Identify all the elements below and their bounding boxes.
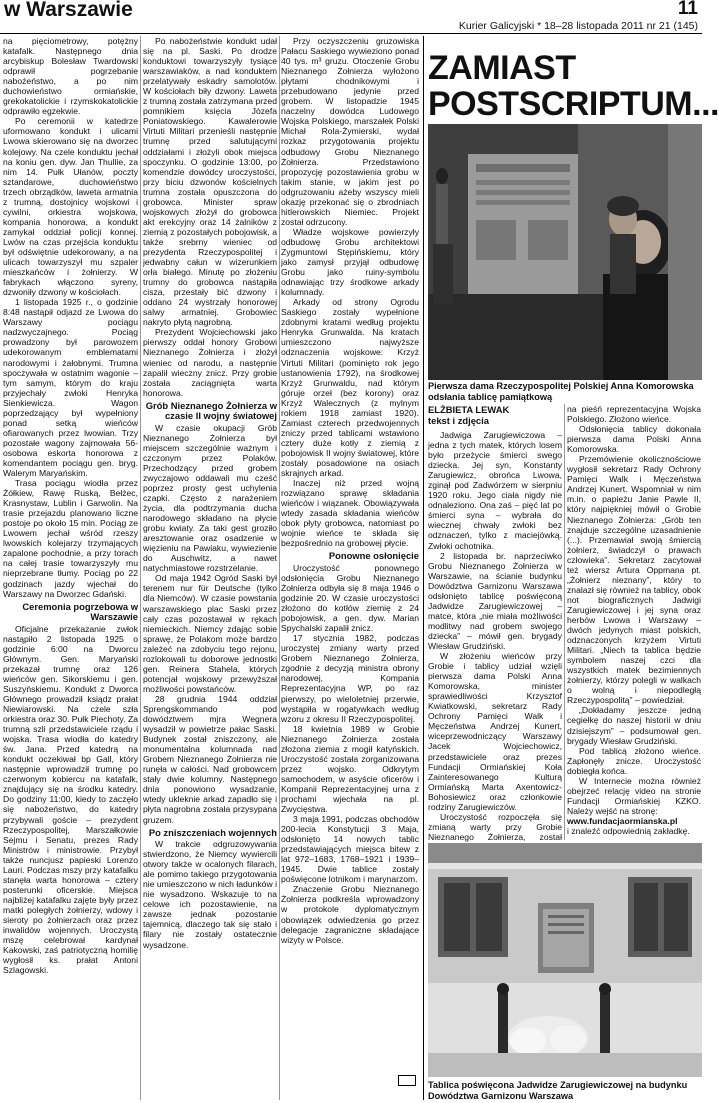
subheading: Ponowne osłonięcie (328, 550, 419, 562)
paragraph: Znaczenie Grobu Nieznanego Żołnierza podkreśla wprowadzony w protokole dyplomatycznym obowiązek odwiedzenia go przez delegacje zagraniczne składające wizyty w Polsce. (281, 884, 419, 945)
paragraph: Trasa pociągu wiodła przez Żółkiew, Rawę Ruską, Bełżec, Krasnystaw, Lublin i Garwolin. Na trasie przejazdu planowano liczne postoje po około 15 min. Pociąg ze Lwowem jechał wśród rzeszy lwowskich kolejarzy trzymających zapalone pochodnie, a przy torach na całej trasie towarzyszyły mu nieprzebrane tłumy. Pociąg po 22 godzinach jazdy wjechał do Warszawy na Dworzec Gdański. (3, 478, 138, 599)
paragraph: W złożeniu wieńców przy Grobie i tablicy udział wzięli pierwsza dama Polski Anna Komorowska, minister sprawiedliwości Krzysztof Kwiatkowski, sekretarz Rady Ochrony Pamięci Walk i Męczeństwa Andrzej Kunert, wiceprzewodniczący Warszawy Jacek Wojciechowicz, przedstawiciele oraz prezes Fundacji Ormiańskiej Koła Zainteresowanego Kulturą Ormiańską Marta Axentowicz-Bohosiewicz oraz członkowie rodziny Zarugiewiczów. (428, 651, 562, 812)
paragraph: W Internecie można również obejrzeć relację video na stronie Fundacji Ormiańskiej KZKO. Należy wejść na stronę: (567, 775, 701, 816)
paragraph: Odsłonięcia tablicy dokonała pierwsza dama Polski Anna Komorowska. (567, 424, 701, 455)
paragraph: Od maja 1942 Ogród Saski był terenem nur für Deutsche (tylko dla Niemców). W czasie powstania warszawskiego plac Saski przez cały czas pozostawał w rękach niemieckich. Niemcy zdając sobie sprawę, że Polakom może bardzo zależeć na zdobyciu tego rejonu, rozlokowali tu doborowe jednostki gen. Reinera Stahela, których potencjał wojskowy przewyższał możliwości powstańców. (143, 573, 277, 694)
paragraph: 2 listopada br. naprzeciwko Grobu Nieznanego Żołnierza w Warszawie, na ścianie budynku Dowództwa Garnizonu Warszawa odsłonięto tablicę poświęconą Jadwidze Zarugiewiczowej – matce, która „nie miała możliwości modlitwy nad grobem swojego dziecka” – mówił gen. brygady Wiesław Grudziński. (428, 550, 562, 651)
paragraph: 17 stycznia 1982, podczas uroczystej zmiany warty przed Grobem Nieznanego Żołnierza, zgodnie z decyzją ministra obrony narodowej, Kompania Reprezentacyjna WP, po raz pierwszy, po wieloletniej przerwie, wystąpiła w rogatywkach według wzoru z okresu II Rzeczypospolitej. (281, 633, 419, 724)
paragraph: Pod tablicą złożono wieńce. Zapłonęły znicze. Uroczystość dobiegła końca. (567, 745, 701, 776)
section-title: w Warszawie (4, 0, 133, 21)
paragraph: 18 kwietnia 1989 w Grobie Nieznanego Żołnierza została złożona ziemia z mogił katyńskich. Uroczystość została zorganizowana przez wojsko. Odkrytym samochodem, w asyście oficerów i Kompanii Reprezentacyjnej urna z prochami wjechała na pl. Zwycięstwa. (281, 723, 419, 815)
subheading: Ceremonia pogrzebowa w Warszawie (22, 600, 138, 623)
author-role: tekst i zdjęcia (428, 415, 489, 426)
paragraph: Po nabożeństwie kondukt udał się na pl. Saski. Po drodze konduktowi towarzyszyły tysiące warszawiaków, a nad konduktem przelatywały eskadry samolotów. W kościołach biły dzwony. Laweta z trumną została zatrzymana przed pomnikiem księcia Józefa Poniatowskiego. Kawalerowie Virtuti Militari przenieśli następnie trumnę przed salutującymi oddziałami i złożyli obok miejsca spoczynku. O godzinie 13:00, po komendzie dowódcy uroczystości, przy biciu dzwonów kościelnych trumna została opuszczona do grobowca. Minister spraw wojskowych złożył do grobowca akt erekcyjny oraz 14 żalników z ziemią z pozostałych pobojowisk, a także srebrny wieniec od prezydenta Rzeczypospolitej i jedwabny całun w wizerunkiem orła białego. Minutę po złożeniu trumny do grobowca nastąpiła cisza, przestały bić dzwony i oddano 24 wystrzały honorowej salwy armatniej. Grobowiec nakryto płytą nagrobną. (143, 36, 277, 328)
paragraph: „Dokładamy jeszcze jedną cegiełkę do naszej historii w dniu dzisiejszym” – podsumował gen. brygady Wiesław Grudziński. (567, 705, 701, 746)
photo-building-plaque (428, 843, 702, 1077)
column-divider (279, 36, 280, 1100)
page-number: 11 (677, 0, 698, 19)
paragraph: Po ceremonii w katedrze uformowano kondukt i ulicami Lwowa skierowano się na dworzec kolejowy. Na czele konduktu jechał na koniu gen. dyw. Jan Thullie, za nim 14. Pułk Ułanów, poczty sztandarowe, duchowieństwo trzech obrządków, laweta armatnia z trumną, dostojnicy wojskowi i cywilni, orkiestra wojskowa, kompania honorowa, a kondukt zamykał oddział policji konnej. Lwów na czas przejścia konduktu był odświętnie udekorowany, a na ulicach towarzyszył mu szpaler mieszkańców i żołnierzy. W fabrykach włączono syreny, dzwoniły dzwony w kościołach. (3, 116, 138, 298)
photo-plaque-unveiling (428, 124, 702, 380)
paragraph: Oficjalne przekazanie zwłok nastąpiło 2 listopada 1925 o godzinie 6:00 na Dworcu Głównym. Gen. Maryański przekazał trumnę oraz 126 wieńców gen. Sikorskiemu i gen. Suszyńskiemu. Kondukt z Dworca Głównego prowadził ksiądz prałat Niewiarowski. Na czele szła orkiestra oraz 30. Pułk Piechoty. Za trumną szli przedstawiciele rządu i wojska. Trasa wiodła do katedry św. Jana. Przed katedrą na kondukt oczekiwał bp Gall, który następnie wprowadził trumnę po czerwonym kobiercu na katafalk, znajdujący się na środku katedry. Do godziny 11:00, kiedy to zaczęło się nabożeństwo, do katedry przybywali goście – prezydent Rzeczypospolitej, Marszałkowie Sejmu i Senatu, prezes Rady Ministrów i ministrowie. Przybył także nuncjusz papieski Lorenzo Lauri. Podczas mszy przy katafalku stanęła warta honorowa – cztery posterunki oficerskie. Miejsca najbliżej katafalku zajęte były przez matki poległych żołnierzy, wdowy i sieroty po żołnierzach oraz przez inwalidów wojennych. Uroczystą mszę celebrował kardynał Kakowski, zaś patriotyczną homilię wygłosił ks. prałat Antoni Szlagowski. (3, 623, 139, 976)
website-link[interactable]: www.fundacjaormianska.pl (567, 815, 678, 826)
paragraph: i znaleźć odpowiednią zakładkę. (567, 825, 690, 836)
paragraph: Przemówienie okolicznościowe wygłosił sekretarz Rady Ochrony Pamięci Walk i Męczeństwa Andrzej Kunert. Wspomniał w nim m.in. o papieżu Janie Pawle II, który najpiękniej mówił o Grobie Nieznanego Żołnierza: „Grób ten znajduje szczególne uzasadnienie (...). Przemawiał swoją śmiercią żołnierz, świadczył o prawach człowieka”. Sekretarz zacytował też wiersz Artura Oppmana pt. „Żołnierz nieznany”, który to znalazł się również na tablicy, obok not biograficznych Jadwigi Zarugiewiczowej i jej syna oraz herbów Lwowa i Warszawy – dwóch jedynych miast polskich, odznaczonych krzyżem Virtuti Militari. „Niech ta tablica będzie symbolem naszej czci dla wszystkich matek bezimiennych żołnierzy, którzy polegli w walkach o wolną i niepodległą Rzeczypospolitą” – powiedział. (567, 454, 701, 706)
paragraph: 3 maja 1991, podczas obchodów 200-lecia Konstytucji 3 Maja, odsłonięto 14 nowych tablic przedstawiających miejsca bitew z lat 972–1683, 1768–1921 i 1939–1945. Dwie tablice zostały poświęcone lotnikom i marynarzom. (281, 814, 419, 885)
header-rule (0, 33, 702, 34)
paragraph: Władze wojskowe powierzyły odbudowę Grobu architektowi Zygmuntowi Stępińskiemu, który jako zamysł przyjął odbudowę Grobu jako ruiny-symbolu odnawiając trzy środkowe arkady kolumnady. (281, 226, 419, 298)
feature-column-2 (567, 404, 701, 840)
article-column-2 (143, 36, 277, 1100)
author-block (428, 404, 562, 426)
column-divider (564, 404, 565, 840)
paragraph: 1 listopada 1925 r., o godzinie 8:48 nastąpił odjazd ze Lwowa do Warszawy pociągu nadzwyczajnego. Pociąg prowadzony był parowozem udekorowanym emblematami narodowymi i żałobnymi. Trumna spoczywała w ostatnim wagonie – tym samym, którym do kraju przyjechały zwłoki Henryka Sienkiewicza. Wagon poprzedzający był wypełniony ponad setką wieńców ofiarowanych przez lwowian. Trzy pozostałe wagony zajmowała 56-osobowa eskorta honorowa z komendantem pociągu gen. bryg. Walerym Maryańskim. (3, 297, 138, 479)
paragraph: Uroczystość ponownego odsłonięcia Grobu Nieznanego Żołnierza odbyła się 8 maja 1946 o godzinie 20. W czasie uroczystości złożono do kotłów ziemię z 24 pobojowisk, a gen. dyw. Marian Spychalski zapalił znicz. (281, 562, 419, 634)
paragraph: Uroczystość rozpoczęła się zmianą warty przy Grobie Nieznanego Żołnierza, został (428, 811, 562, 842)
photo-caption-1: Pierwsza dama Rzeczypospolitej Polskiej Anna Komorowska odsłania tablicę pamiątkową (428, 381, 694, 402)
paragraph: W czasie okupacji Grób Nieznanego Żołnierza był miejscem szczególnie ważnym i czczonym przez Polaków. Przechodzący przed grobem zwyczajowo oddawali mu cześć poprzez prosty gest uchylenia czapki. Często z narażeniem życia, dla podtrzymania ducha narodowego składano na płycie grobu kwiaty. Za taki gest groziło aresztowanie oraz osadzenie w więzieniu na Pawiaku, wywiezienie do Auschwitz, a nawet natychmiastowe rozstrzelanie. (143, 422, 277, 574)
paragraph: Jadwiga Zarugiewiczowa – jedna z tych matek, których losem było przeżycie śmierci swego dziecka. Jej syn, Konstanty Zarugiewicz, obrońca Lwowa, zginął pod Zadwórzem w sierpniu 1920 roku. Jego ciała nigdy nie odnaleziono. Ona zaś – pięć lat po śmierci syna – wybrała do wiecznej chwały zwłoki bez odznaczeń, tylko z maciejówką. Zwłoki ochotnika. (428, 430, 562, 551)
paragraph: 28 grudnia 1944 oddział Sprengskommando pod dowództwem mjra Wegnera wysadził w powietrze pałac Saski. Budynek został zniszczony, ale monumentalna kolumnada nad Grobem Nieznanego Żołnierza nie runęła w całości. Nad grobowcem stały dwie kolumny. Następnego dnia ponowiono wysadzanie, wtedy ukleknie arkad zapadło się i płyta nagrobna została przysypana gruzem. (143, 693, 277, 825)
author-name: ELŻBIETA LEWAK (428, 404, 510, 415)
column-divider (140, 36, 141, 1100)
paragraph: W trakcie odgruzowywania stwierdzono, że Niemcy wywiercili otwory także w ocalonych filarach, ale pomimo takiego przygotowania nie umieszczono w nich ładunków i nie wysadzono. Wskazuje to na celowe ich pozostawienie, na zawsze jednak pozostanie tajemnicą, dlaczego tak się stało i filary nie zostały ostatecznie wysadzone. (143, 839, 277, 950)
section-divider (423, 36, 424, 1100)
paragraph: Prezydent Wojciechowski jako pierwszy oddał honory Grobowi Nieznanego Żołnierza i złożył wieniec od narodu, a następnie zapalił wieczny znicz. Przy grobie została zaciągnięta warta honorowa. (143, 327, 277, 398)
paragraph: na pięciometrowy, potężny katafalk. Następnego dnia arcybiskup Bolesław Twardowski odprawił pogrzebanie nabożeństwo, a po nim duchowieństwo ormiańskie, grekokatolickie i rzymskokatolickie odprawiło egzekwie. (3, 36, 138, 117)
subheading: Po zniszczeniach wojennych (148, 826, 277, 838)
feature-title: ZAMIAST POSTSCRIPTUM... (428, 49, 719, 123)
feature-column-1 (428, 404, 562, 840)
photo-caption-2: Tablica poświęcona Jadwidze Zarugiewiczowej na budynku Dowództwa Garnizonu Warszawa (428, 1080, 688, 1101)
paragraph: Przy oczyszczeniu gruzowiska Pałacu Saskiego wywieziono ponad 40 tys. m³ gruzu. Otoczenie Grobu Nieznanego Żołnierza wyłożono płytami chodnikowymi i przebudowano jedynie przed grobem. W listopadzie 1945 naczelny dowódca Ludowego Wojska Polskiego, marszałek Polski Michał Rola-Żymierski, wydał rozkaz przygotowania projektu odbudowy Grobu Nieznanego Żołnierza. Przedstawiono propozycję pozostawienia grobu w takim stanie, w jakim jest po odgruzowaniu ażeby wszyscy mieli okazję przekonać się o zbrodniach hitlerowskich Niemiec. Projekt został odrzucony. (281, 36, 419, 227)
article-column-3 (281, 36, 419, 1068)
paragraph: Inaczej niż przed wojną rozwiązano sprawę składania wieńców i wiązanek. Obowiązywała wtedy zasada składania wieńców obok płyty grobowca, natomiast po wojnie wieńce te składa się bezpośrednio na grobowej płycie. (281, 478, 419, 549)
article-column-1 (3, 36, 138, 1100)
subheading: Grób Nieznanego Żołnierza w czasie II wojny światowej (145, 399, 277, 422)
paragraph: na pieśń reprezentacyjna Wojska Polskiego. Złożono wieńce. (567, 404, 701, 425)
publication-info: Kurier Galicyjski * 18–28 listopada 2011 nr 21 (145) (458, 20, 698, 32)
paragraph: Arkady od strony Ogrodu Saskiego zostały wypełnione zdobnymi kratami według projektu Henryka Grunwalda. Na kratach umieszczono najwyższe odznaczenia wojskowe: Krzyż Virtuti Militari (pominięto rok jego ustanowienia 1792), na środkowej Krzyż Grunwaldu, nad którym góruje orzeł (bez korony) oraz Krzyż Walecznych (z mylnym rokiem 1918 zamiast 1920). Zamiast czterech przedwojennych zniczy przed tablicami wstawiono cztery duże kotły z ziemią z pobojowisk II wojny światowej, które zostały posadowione na osiach skrajnych arkad. (281, 297, 419, 479)
end-mark (398, 1075, 416, 1086)
